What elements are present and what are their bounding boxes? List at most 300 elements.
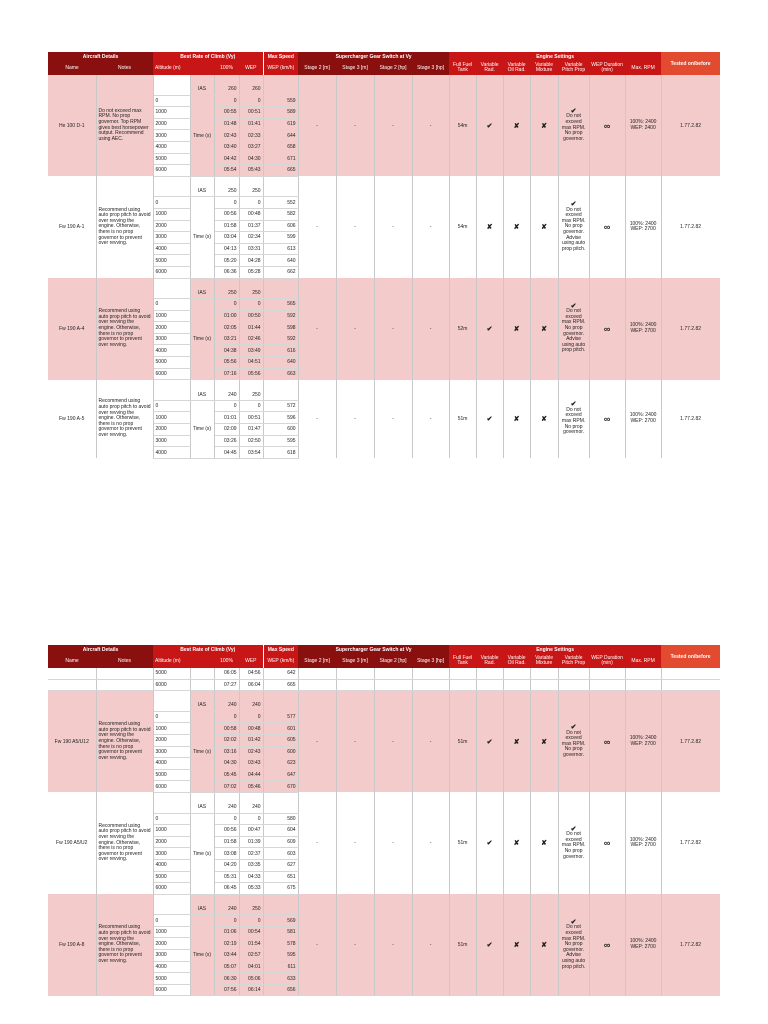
time-wep: 03:49 bbox=[239, 345, 263, 357]
time-wep: 0 bbox=[239, 915, 263, 927]
variable-pitch-cell bbox=[558, 380, 589, 459]
altitude-blank bbox=[153, 894, 190, 904]
variable-pitch-cell bbox=[558, 278, 589, 380]
altitude-value: 5000 bbox=[153, 973, 190, 985]
cell-blank bbox=[263, 75, 298, 84]
altitude-value: 6000 bbox=[153, 368, 190, 380]
variable-pitch-cell bbox=[558, 691, 589, 793]
time-label: Time (s) bbox=[190, 400, 214, 458]
tested-version: 1.77.2.82 bbox=[661, 691, 720, 793]
stage3-hp: - bbox=[412, 380, 449, 459]
time-100: 0 bbox=[214, 813, 239, 825]
time-100: 04:20 bbox=[214, 859, 239, 871]
stage2-m: - bbox=[298, 691, 336, 793]
tested-version: 1.77.2.82 bbox=[661, 380, 720, 459]
time-100: 02:05 bbox=[214, 322, 239, 334]
table-body bbox=[48, 75, 720, 458]
col-var-pitch: Variable Pitch Prop bbox=[558, 61, 589, 75]
fuel-tank: 54m bbox=[449, 75, 476, 176]
cell-blank bbox=[263, 792, 298, 802]
time-wep: 03:43 bbox=[239, 758, 263, 770]
time-wep: 01:39 bbox=[239, 836, 263, 848]
altitude-value: 1000 bbox=[153, 208, 190, 220]
stage3-hp: - bbox=[412, 278, 449, 380]
variable-mix-mark: ✘ bbox=[530, 75, 558, 176]
stage3-hp: - bbox=[412, 691, 449, 793]
cell-blank bbox=[190, 380, 214, 390]
time-wep: 06:14 bbox=[239, 984, 263, 996]
pitch-prop-note: Do not exceed max RPM. No prop governor. bbox=[561, 831, 586, 860]
cell-blank bbox=[298, 679, 336, 691]
time-100: 0 bbox=[214, 299, 239, 311]
time-100: 05:07 bbox=[214, 961, 239, 973]
col-stage2-hp: Stage 2 [hp] bbox=[374, 61, 412, 75]
fuel-tank: 51m bbox=[449, 792, 476, 894]
group-supercharger: Supercharger Gear Switch at Vy bbox=[298, 52, 449, 61]
cell-blank bbox=[412, 668, 449, 679]
altitude-value: 2000 bbox=[153, 424, 190, 436]
infinity-icon: ∞ bbox=[589, 792, 625, 894]
col-wep: WEP bbox=[239, 654, 263, 668]
aircraft-row bbox=[48, 792, 720, 802]
max-speed-value: 595 bbox=[263, 950, 298, 962]
time-100: 03:40 bbox=[214, 141, 239, 153]
variable-rad-mark: ✘ bbox=[476, 176, 503, 278]
col-notes: Notes bbox=[96, 61, 153, 75]
aircraft-name: Fw 190 A5/U12 bbox=[48, 691, 96, 793]
max-speed-value: 633 bbox=[263, 973, 298, 985]
cell-blank bbox=[190, 691, 214, 701]
altitude-blank bbox=[153, 904, 190, 915]
cell-blank bbox=[263, 176, 298, 186]
time-100: 06:36 bbox=[214, 266, 239, 278]
group-engine-settings: Engine Settings bbox=[449, 645, 661, 654]
fuel-tank: 54m bbox=[449, 176, 476, 278]
max-speed-value: 595 bbox=[263, 435, 298, 447]
cell-blank bbox=[239, 75, 263, 84]
fuel-tank: 51m bbox=[449, 380, 476, 459]
variable-oil-mark: ✘ bbox=[503, 278, 530, 380]
max-speed-value: 592 bbox=[263, 310, 298, 322]
infinity-icon: ∞ bbox=[589, 691, 625, 793]
col-stage3-m: Stage 3 [m] bbox=[336, 654, 374, 668]
col-var-oil: Variable Oil Rad. bbox=[503, 654, 530, 668]
aircraft-notes: Recommend using auto prop pitch to avoid over revving the engine. Otherwise, there is no prop governor to prevent over revving. bbox=[96, 792, 153, 894]
time-wep: 02:50 bbox=[239, 435, 263, 447]
time-wep: 06:04 bbox=[239, 679, 263, 691]
cell-blank bbox=[625, 668, 661, 679]
col-var-pitch: Variable Pitch Prop bbox=[558, 654, 589, 668]
max-speed-value: 647 bbox=[263, 769, 298, 781]
time-wep: 00:51 bbox=[239, 412, 263, 424]
cell-blank bbox=[239, 894, 263, 904]
variable-oil-mark: ✘ bbox=[503, 380, 530, 459]
aircraft-name: Fw 190 A-1 bbox=[48, 176, 96, 278]
cell-blank bbox=[263, 904, 298, 915]
stage2-hp: - bbox=[374, 176, 412, 278]
max-speed-value: 609 bbox=[263, 836, 298, 848]
time-100: 0 bbox=[214, 400, 239, 412]
max-speed-value: 656 bbox=[263, 984, 298, 996]
max-speed-value: 671 bbox=[263, 153, 298, 165]
ias-label: IAS bbox=[190, 186, 214, 197]
time-wep: 01:54 bbox=[239, 938, 263, 950]
ias-wep: 240 bbox=[239, 700, 263, 711]
altitude-blank bbox=[153, 389, 190, 400]
max-rpm: 100%: 2400 WEP: 2400 bbox=[625, 75, 661, 176]
aircraft-row bbox=[48, 691, 720, 701]
altitude-value: 1000 bbox=[153, 926, 190, 938]
ias-wep: 250 bbox=[239, 904, 263, 915]
altitude-value: 1000 bbox=[153, 412, 190, 424]
time-100: 00:58 bbox=[214, 723, 239, 735]
max-speed-value: 577 bbox=[263, 711, 298, 723]
time-100: 01:58 bbox=[214, 220, 239, 232]
time-wep: 03:31 bbox=[239, 243, 263, 255]
time-100: 00:56 bbox=[214, 208, 239, 220]
cell-blank bbox=[263, 894, 298, 904]
cell-blank bbox=[530, 679, 558, 691]
max-speed-value: 578 bbox=[263, 938, 298, 950]
cell-blank bbox=[190, 668, 214, 679]
group-best-climb: Best Rate of Climb (Vy) bbox=[153, 52, 263, 61]
max-speed-value: 565 bbox=[263, 299, 298, 311]
variable-mix-mark: ✘ bbox=[530, 792, 558, 894]
time-wep: 00:51 bbox=[239, 107, 263, 119]
aircraft-name: Fw 190 A-5 bbox=[48, 380, 96, 459]
cell-blank bbox=[476, 668, 503, 679]
time-100: 04:45 bbox=[214, 447, 239, 459]
altitude-value: 2000 bbox=[153, 836, 190, 848]
time-100: 03:08 bbox=[214, 848, 239, 860]
max-speed-value: 665 bbox=[263, 679, 298, 691]
ias-100: 240 bbox=[214, 389, 239, 400]
max-speed-value: 640 bbox=[263, 255, 298, 267]
variable-oil-mark: ✘ bbox=[503, 691, 530, 793]
col-stage2-m: Stage 2 [m] bbox=[298, 61, 336, 75]
stage2-hp: - bbox=[374, 380, 412, 459]
cell-blank bbox=[263, 389, 298, 400]
variable-rad-mark: ✔ bbox=[476, 691, 503, 793]
variable-oil-mark: ✘ bbox=[503, 176, 530, 278]
time-wep: 03:35 bbox=[239, 859, 263, 871]
altitude-value: 5000 bbox=[153, 769, 190, 781]
col-altitude: Altitude (m) bbox=[153, 654, 214, 668]
col-var-mix: Variable Mixture bbox=[530, 61, 558, 75]
ias-100: 250 bbox=[214, 186, 239, 197]
cell-blank bbox=[190, 894, 214, 904]
time-100: 0 bbox=[214, 711, 239, 723]
altitude-value: 0 bbox=[153, 95, 190, 107]
time-wep: 04:01 bbox=[239, 961, 263, 973]
stage2-m: - bbox=[298, 894, 336, 996]
cell-blank bbox=[263, 380, 298, 390]
cell-blank bbox=[263, 802, 298, 813]
altitude-value: 0 bbox=[153, 915, 190, 927]
time-100: 06:30 bbox=[214, 973, 239, 985]
time-wep: 02:57 bbox=[239, 950, 263, 962]
altitude-value: 6000 bbox=[153, 679, 190, 691]
max-speed-value: 619 bbox=[263, 118, 298, 130]
stage3-m: - bbox=[336, 278, 374, 380]
max-speed-value: 675 bbox=[263, 883, 298, 895]
max-rpm: 100%: 2400 WEP: 2700 bbox=[625, 792, 661, 894]
col-max-rpm: Max. RPM bbox=[625, 61, 661, 75]
altitude-value: 5000 bbox=[153, 153, 190, 165]
stage2-m: - bbox=[298, 792, 336, 894]
col-var-oil: Variable Oil Rad. bbox=[503, 61, 530, 75]
max-speed-value: 640 bbox=[263, 357, 298, 369]
time-100: 01:00 bbox=[214, 310, 239, 322]
altitude-value: 4000 bbox=[153, 758, 190, 770]
altitude-value: 2000 bbox=[153, 938, 190, 950]
cell-blank bbox=[589, 679, 625, 691]
time-wep: 04:28 bbox=[239, 255, 263, 267]
pitch-prop-note: Do not exceed max RPM. No prop governor. Advise using auto prop pitch. bbox=[561, 924, 586, 970]
cell-blank bbox=[476, 679, 503, 691]
aircraft-row bbox=[48, 894, 720, 904]
cell-blank bbox=[214, 894, 239, 904]
altitude-value: 1000 bbox=[153, 825, 190, 837]
col-var-mix: Variable Mixture bbox=[530, 654, 558, 668]
fuel-tank: 51m bbox=[449, 691, 476, 793]
aircraft-name: He 100 D-1 bbox=[48, 75, 96, 176]
max-speed-value: 616 bbox=[263, 345, 298, 357]
ias-label: IAS bbox=[190, 84, 214, 95]
time-wep: 0 bbox=[239, 299, 263, 311]
group-supercharger: Supercharger Gear Switch at Vy bbox=[298, 645, 449, 654]
time-wep: 01:44 bbox=[239, 322, 263, 334]
time-wep: 0 bbox=[239, 813, 263, 825]
cell-blank bbox=[263, 288, 298, 299]
cell-blank bbox=[374, 668, 412, 679]
altitude-value: 6000 bbox=[153, 984, 190, 996]
pitch-prop-note: Do not exceed max RPM. No prop governor. bbox=[561, 729, 586, 758]
time-100: 03:04 bbox=[214, 232, 239, 244]
cell-blank bbox=[374, 679, 412, 691]
max-rpm: 100%: 2400 WEP: 2700 bbox=[625, 380, 661, 459]
cell-blank bbox=[214, 278, 239, 288]
group-engine-settings: Engine Settings bbox=[449, 52, 661, 61]
col-notes: Notes bbox=[96, 654, 153, 668]
time-100: 02:09 bbox=[214, 424, 239, 436]
altitude-value: 0 bbox=[153, 813, 190, 825]
col-name: Name bbox=[48, 654, 96, 668]
ias-100: 260 bbox=[214, 84, 239, 95]
ias-100: 240 bbox=[214, 802, 239, 813]
cell-blank bbox=[530, 668, 558, 679]
max-speed-value: 600 bbox=[263, 746, 298, 758]
max-speed-value: 665 bbox=[263, 165, 298, 177]
cell-blank bbox=[239, 792, 263, 802]
max-speed-value: 581 bbox=[263, 926, 298, 938]
max-speed-value: 651 bbox=[263, 871, 298, 883]
variable-oil-mark: ✘ bbox=[503, 75, 530, 176]
group-aircraft-details: Aircraft Details bbox=[48, 645, 153, 654]
sheet-page-2 bbox=[48, 645, 720, 1024]
altitude-value: 6000 bbox=[153, 266, 190, 278]
time-wep: 05:33 bbox=[239, 883, 263, 895]
altitude-blank bbox=[153, 288, 190, 299]
check-icon: ✔ bbox=[570, 825, 577, 833]
time-wep: 0 bbox=[239, 400, 263, 412]
cell-blank bbox=[503, 679, 530, 691]
time-100: 05:20 bbox=[214, 255, 239, 267]
cell-blank bbox=[625, 679, 661, 691]
max-speed-value: 596 bbox=[263, 412, 298, 424]
cell-blank bbox=[48, 668, 96, 679]
max-speed-value: 604 bbox=[263, 825, 298, 837]
aircraft-table-page-2 bbox=[48, 645, 720, 996]
altitude-value: 5000 bbox=[153, 871, 190, 883]
time-100: 06:05 bbox=[214, 668, 239, 679]
ias-wep: 260 bbox=[239, 84, 263, 95]
time-100: 00:56 bbox=[214, 825, 239, 837]
altitude-value: 4000 bbox=[153, 961, 190, 973]
col-max-rpm: Max. RPM bbox=[625, 654, 661, 668]
check-icon: ✔ bbox=[570, 401, 577, 409]
time-100: 06:45 bbox=[214, 883, 239, 895]
time-100: 02:19 bbox=[214, 938, 239, 950]
cell-blank bbox=[661, 679, 720, 691]
cell-blank bbox=[503, 668, 530, 679]
altitude-value: 0 bbox=[153, 711, 190, 723]
altitude-blank bbox=[153, 176, 190, 186]
max-rpm: 100%: 2400 WEP: 2700 bbox=[625, 176, 661, 278]
time-wep: 05:56 bbox=[239, 368, 263, 380]
variable-pitch-cell bbox=[558, 176, 589, 278]
altitude-blank bbox=[153, 186, 190, 197]
col-wep: WEP bbox=[239, 61, 263, 75]
fuel-tank: 52m bbox=[449, 278, 476, 380]
aircraft-notes: Do not exceed max RPM. No prop governor. Top RPM gives best horsepower output. Recommend using AEC. bbox=[96, 75, 153, 176]
check-icon: ✔ bbox=[570, 200, 577, 208]
time-100: 05:31 bbox=[214, 871, 239, 883]
time-wep: 05:46 bbox=[239, 781, 263, 793]
ias-100: 240 bbox=[214, 904, 239, 915]
time-label: Time (s) bbox=[190, 915, 214, 996]
cell-blank bbox=[661, 668, 720, 679]
time-wep: 05:06 bbox=[239, 973, 263, 985]
col-stage2-hp: Stage 2 [hp] bbox=[374, 654, 412, 668]
altitude-value: 3000 bbox=[153, 435, 190, 447]
cell-blank bbox=[263, 700, 298, 711]
aircraft-row bbox=[48, 176, 720, 186]
aircraft-name: Fw 190 A-4 bbox=[48, 278, 96, 380]
col-100: 100% bbox=[214, 654, 239, 668]
altitude-value: 3000 bbox=[153, 232, 190, 244]
tested-version: 1.77.2.82 bbox=[661, 176, 720, 278]
altitude-value: 0 bbox=[153, 197, 190, 209]
check-icon: ✔ bbox=[570, 918, 577, 926]
time-wep: 05:43 bbox=[239, 165, 263, 177]
tested-version: 1.77.2.82 bbox=[661, 75, 720, 176]
cell-blank bbox=[336, 668, 374, 679]
max-rpm: 100%: 2400 WEP: 2700 bbox=[625, 691, 661, 793]
stage3-m: - bbox=[336, 380, 374, 459]
altitude-value: 2000 bbox=[153, 734, 190, 746]
time-label: Time (s) bbox=[190, 197, 214, 278]
time-label: Time (s) bbox=[190, 813, 214, 894]
time-wep: 0 bbox=[239, 197, 263, 209]
col-var-rad: Variable Rad. bbox=[476, 654, 503, 668]
stage2-hp: - bbox=[374, 278, 412, 380]
aircraft-name: Fw 190 A-8 bbox=[48, 894, 96, 996]
stage3-hp: - bbox=[412, 894, 449, 996]
variable-mix-mark: ✘ bbox=[530, 894, 558, 996]
aircraft-notes: Recommend using auto prop pitch to avoid over revving the engine. Otherwise, there is no prop governor to prevent over revving. bbox=[96, 894, 153, 996]
altitude-value: 3000 bbox=[153, 333, 190, 345]
variable-rad-mark: ✔ bbox=[476, 278, 503, 380]
time-100: 05:56 bbox=[214, 357, 239, 369]
time-label: Time (s) bbox=[190, 95, 214, 176]
max-speed-value: 605 bbox=[263, 734, 298, 746]
altitude-blank bbox=[153, 84, 190, 95]
sheet-page-1 bbox=[48, 52, 720, 533]
time-wep: 01:42 bbox=[239, 734, 263, 746]
ias-label: IAS bbox=[190, 389, 214, 400]
pitch-prop-note: Do not exceed max RPM. No prop governor. Advise using auto prop pitch. bbox=[561, 308, 586, 354]
stage2-m: - bbox=[298, 278, 336, 380]
time-100: 02:43 bbox=[214, 130, 239, 142]
group-aircraft-details: Aircraft Details bbox=[48, 52, 153, 61]
max-speed-value: 623 bbox=[263, 758, 298, 770]
time-100: 04:30 bbox=[214, 758, 239, 770]
ias-wep: 250 bbox=[239, 288, 263, 299]
col-wep-duration: WEP Duration (min) bbox=[589, 654, 625, 668]
ias-wep: 250 bbox=[239, 186, 263, 197]
col-stage3-hp: Stage 3 [hp] bbox=[412, 654, 449, 668]
group-best-climb: Best Rate of Climb (Vy) bbox=[153, 645, 263, 654]
cell-blank bbox=[96, 668, 153, 679]
cell-blank bbox=[96, 679, 153, 691]
col-tested: Tested on/before bbox=[661, 645, 720, 668]
cell-blank bbox=[239, 380, 263, 390]
max-speed-value: 627 bbox=[263, 859, 298, 871]
max-speed-value: 663 bbox=[263, 368, 298, 380]
ias-label: IAS bbox=[190, 802, 214, 813]
altitude-blank bbox=[153, 278, 190, 288]
max-speed-value: 572 bbox=[263, 400, 298, 412]
stage2-hp: - bbox=[374, 75, 412, 176]
col-tested: Tested on/before bbox=[661, 52, 720, 75]
altitude-value: 4000 bbox=[153, 141, 190, 153]
altitude-blank bbox=[153, 691, 190, 701]
cell-blank bbox=[214, 691, 239, 701]
col-name: Name bbox=[48, 61, 96, 75]
infinity-icon: ∞ bbox=[589, 380, 625, 459]
fuel-tank: 51m bbox=[449, 894, 476, 996]
col-fuel: Full Fuel Tank bbox=[449, 654, 476, 668]
max-speed-value: 569 bbox=[263, 915, 298, 927]
altitude-value: 6000 bbox=[153, 883, 190, 895]
max-speed-value: 611 bbox=[263, 961, 298, 973]
time-label: Time (s) bbox=[190, 299, 214, 380]
altitude-value: 0 bbox=[153, 400, 190, 412]
altitude-value: 4000 bbox=[153, 447, 190, 459]
aircraft-name: Fw 190 A5/U2 bbox=[48, 792, 96, 894]
col-stage3-hp: Stage 3 [hp] bbox=[412, 61, 449, 75]
altitude-blank bbox=[153, 792, 190, 802]
check-icon: ✔ bbox=[570, 724, 577, 732]
cell-blank bbox=[263, 278, 298, 288]
max-speed-value: 582 bbox=[263, 208, 298, 220]
altitude-value: 4000 bbox=[153, 345, 190, 357]
max-speed-value: 642 bbox=[263, 668, 298, 679]
col-stage3-m: Stage 3 [m] bbox=[336, 61, 374, 75]
cell-blank bbox=[190, 679, 214, 691]
pitch-prop-note: Do not exceed max RPM. No prop governor. bbox=[561, 113, 586, 142]
